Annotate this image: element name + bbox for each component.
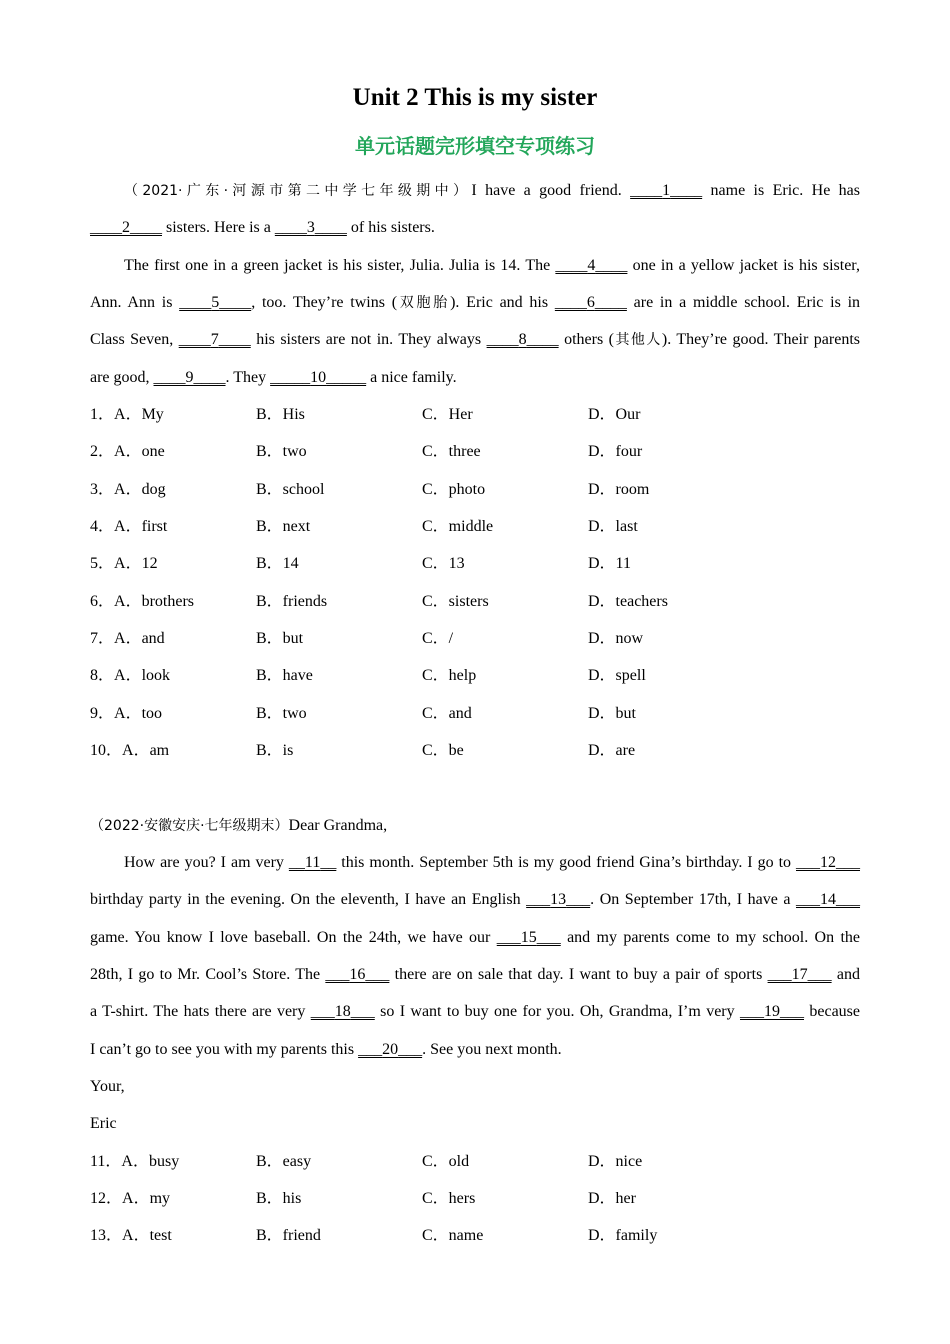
question-9: 9．A．too B．two C．and D．but <box>90 704 637 722</box>
blank-2: ____2____ <box>90 219 162 237</box>
passage2-line-3: game. You know I love baseball. On the 24th, we have our ___15___ and my parents come to my school. On the <box>90 928 860 946</box>
passage2-greeting: Dear Grandma, <box>288 816 388 834</box>
blank-5: ____5____ <box>179 293 252 311</box>
blank-14: ___14___ <box>796 891 860 909</box>
blank-10: _____10_____ <box>270 368 367 386</box>
question-12: 12．A．my B．his C．hers D．her <box>90 1189 636 1207</box>
blank-8: ____8____ <box>486 331 559 349</box>
question-10: 10．A．am B．is C．be D．are <box>90 741 636 759</box>
blank-3: ____3____ <box>274 219 347 237</box>
blank-18: ___18___ <box>310 1003 375 1021</box>
question-5: 5．A．12 B．14 C．13 D．11 <box>90 555 631 573</box>
passage1-line-1: （2021·广东·河源市第二中学七年级期中）I have a good friend. ____1____ name is Eric. He has <box>124 182 860 199</box>
blank-6: ____6____ <box>554 293 627 311</box>
blank-11: __11__ <box>288 853 337 871</box>
letter-closing: Your, <box>90 1077 125 1095</box>
passage2-line-2: birthday party in the evening. On the eleventh, I have an English ___13___. On September 17th, I have a ___14___ <box>90 891 860 909</box>
questions1-list <box>90 396 860 769</box>
passage2-line-0 <box>90 807 860 844</box>
questions2-list <box>90 1143 860 1255</box>
question-11: 11．A．busy B．easy C．old D．nice <box>90 1152 643 1170</box>
page-subtitle: 单元话题完形填空专项练习 <box>355 134 595 158</box>
question-1: 1．A．My B．His C．Her D．Our <box>90 405 641 423</box>
blank-15: ___15___ <box>496 928 561 946</box>
question-2: 2．A．one B．two C．three D．four <box>90 443 643 461</box>
question-13: 13．A．test B．friend C．name D．family <box>90 1227 658 1245</box>
letter-signature: Eric <box>90 1115 117 1133</box>
passage1-line-6: are good, ____9____. They _____10_____ a nice family. <box>90 368 457 386</box>
blank-13: ___13___ <box>526 891 591 909</box>
passage2-line-4: 28th, I go to Mr. Cool’s Store. The ___16___ there are on sale that day. I want to buy a pair of sports ___17___ and <box>90 965 860 983</box>
worksheet-body <box>90 172 860 1255</box>
passage2-line-6: I can’t go to see you with my parents this ___20___. See you next month. <box>90 1040 562 1058</box>
blank-20: ___20___ <box>358 1040 423 1058</box>
question-3: 3．A．dog B．school C．photo D．room <box>90 480 650 498</box>
blank-12: ___12___ <box>796 853 860 871</box>
blank-16: ___16___ <box>325 965 390 983</box>
passage1-source: （2021·广东·河源市第二中学七年级期中） <box>124 183 472 199</box>
passage1-line-4: Ann. Ann is ____5____, too. They’re twins (双胞胎). Eric and his ____6____ are in a middle school. Eric is in <box>90 293 861 311</box>
passage1-line-3: The first one in a green jacket is his sister, Julia. Julia is 14. The ____4____ one in a yellow jacket is his sister, <box>124 256 860 274</box>
question-7: 7．A．and B．but C．/ D．now <box>90 629 644 647</box>
blank-1: ____1____ <box>630 182 703 199</box>
blank-7: ____7____ <box>178 331 251 349</box>
passage1-line-2: ____2____ sisters. Here is a ____3____ of his sisters. <box>90 219 435 237</box>
section-gap <box>90 769 860 806</box>
blank-9: ____9____ <box>153 368 226 386</box>
blank-4: ____4____ <box>555 256 628 274</box>
passage2-source: （2022·安徽安庆·七年级期末） <box>90 817 289 834</box>
passage2-line-5: a T-shirt. The hats there are very ___18___ so I want to buy one for you. Oh, Grandma, I’m very ___19___ because <box>90 1003 860 1021</box>
page-title: Unit 2 This is my sister <box>352 84 598 111</box>
blank-17: ___17___ <box>767 965 832 983</box>
passage2-line-1: How are you? I am very __11__ this month. September 5th is my good friend Gina’s birthday. I go to ___12___ <box>124 853 860 871</box>
question-8: 8．A．look B．have C．help D．spell <box>90 667 646 685</box>
question-4: 4．A．first B．next C．middle D．last <box>90 517 638 535</box>
question-6: 6．A．brothers B．friends C．sisters D．teachers <box>90 592 668 610</box>
blank-19: ___19___ <box>740 1003 804 1021</box>
passage1-line-5: Class Seven, ____7____ his sisters are not in. They always ____8____ others (其他人). They’re good. Their parents <box>90 331 860 349</box>
